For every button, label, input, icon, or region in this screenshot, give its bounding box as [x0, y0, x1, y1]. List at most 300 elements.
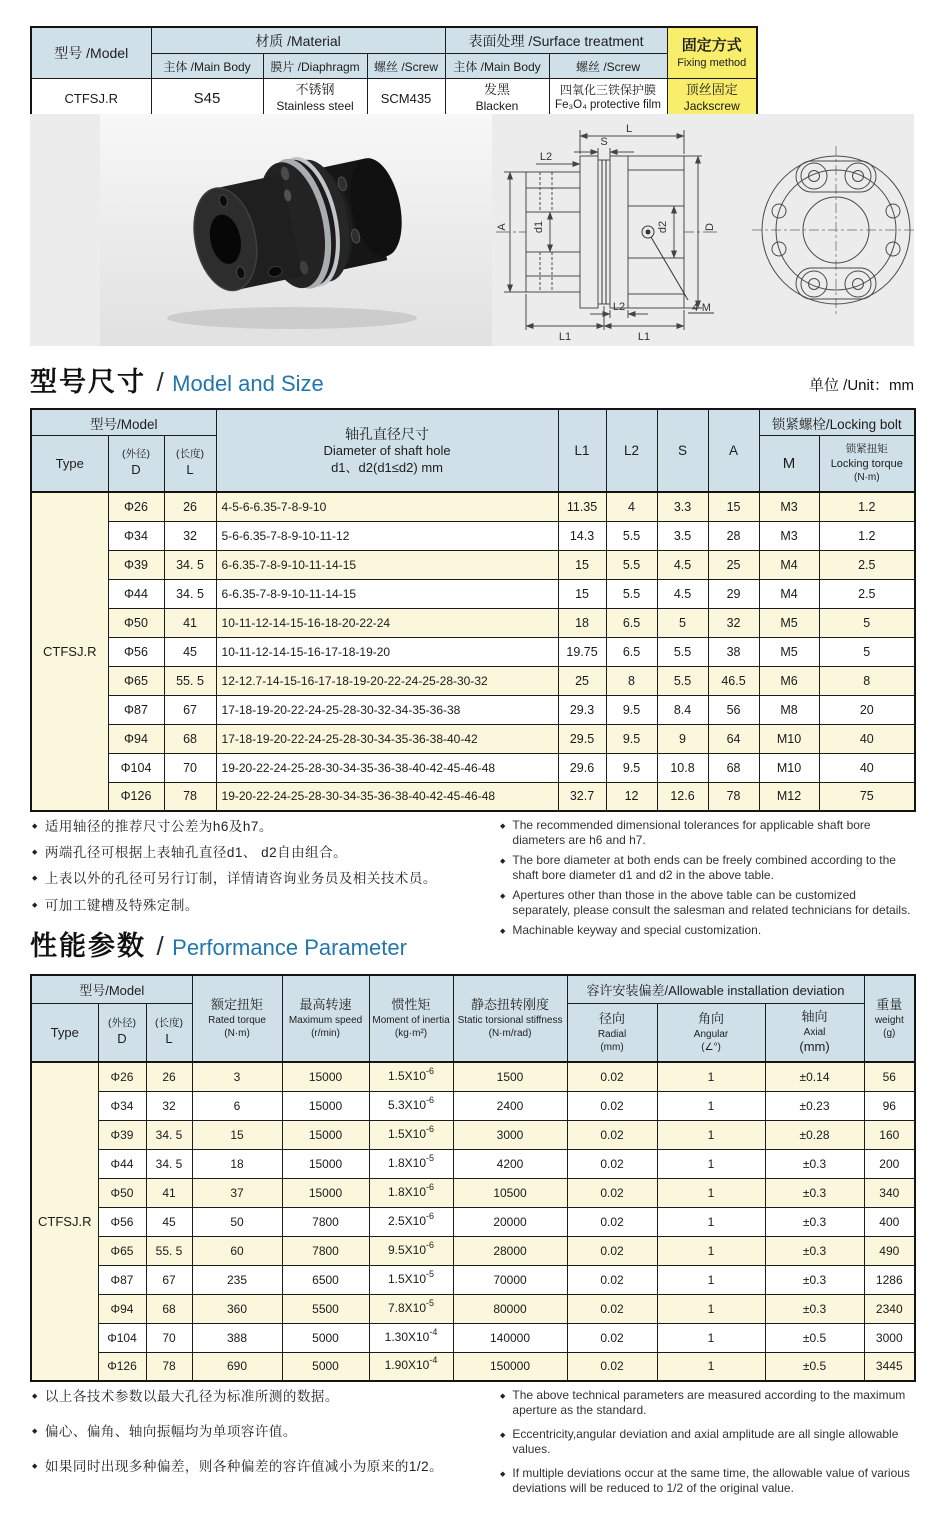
cell-stiffness: 20000 — [453, 1207, 567, 1236]
dim-label-L2-top: L2 — [539, 151, 553, 163]
cell-length: 55. 5 — [164, 666, 216, 695]
cell-rated-torque: 3 — [192, 1062, 282, 1091]
cell-inertia: $5.3X10^{-6}$ — [369, 1091, 453, 1120]
cell-axial-deviation: ±0.23 — [765, 1091, 864, 1120]
cell-l1: 29.6 — [558, 753, 606, 782]
note-item: ◆ 可加工键槽及特殊定制。 — [32, 897, 199, 913]
cell-weight: 3445 — [864, 1352, 915, 1381]
cell-length: 41 — [164, 608, 216, 637]
note-item: ◆ 如果同时出现多种偏差，则各种偏差的容许值减小为原来的1/2。 — [32, 1459, 444, 1475]
cell-length: 32 — [146, 1091, 192, 1120]
dim-label-L1-left: L1 — [558, 331, 572, 343]
cell-stiffness: 140000 — [453, 1323, 567, 1352]
cell-s: 8.4 — [657, 695, 708, 724]
cell-s: 4.5 — [657, 579, 708, 608]
cell-outer-diameter: Φ65 — [108, 666, 164, 695]
cell-length: 41 — [146, 1178, 192, 1207]
cell-radial-deviation: 0.02 — [567, 1352, 657, 1381]
cell-max-speed: 7800 — [282, 1207, 369, 1236]
bullet-icon: ◆ — [500, 1471, 506, 1478]
cell-a: 78 — [708, 782, 759, 811]
cell-angular-deviation: 1 — [657, 1207, 765, 1236]
performance-table-row — [31, 1352, 915, 1381]
cell-outer-diameter: Φ65 — [98, 1236, 146, 1265]
note-item: ◆ 偏心、偏角、轴向振幅均为单项容许值。 — [32, 1424, 297, 1440]
performance-section-title — [30, 924, 914, 963]
cell-length: 70 — [146, 1323, 192, 1352]
cell-max-speed: 5000 — [282, 1323, 369, 1352]
cell-l2: 4 — [606, 492, 657, 521]
cell-axial-deviation: ±0.3 — [765, 1207, 864, 1236]
cell-angular-deviation: 1 — [657, 1352, 765, 1381]
cell-m: M8 — [759, 695, 819, 724]
size-table-row — [31, 637, 915, 666]
note-item: ◆ The bore diameter at both ends can be freely combined according to the shaft bore diameter d1 and d2 in the above table. — [500, 853, 896, 882]
note-item: ◆ The recommended dimensional tolerances for applicable shaft bore diameters are h6 and h7. — [500, 818, 871, 847]
cell-stiffness: 1500 — [453, 1062, 567, 1091]
spec-subheader-main-body: 主体 /Main Body — [151, 54, 263, 79]
cell-axial-deviation: ±0.3 — [765, 1265, 864, 1294]
cell-shaft-holes: 17-18-19-20-22-24-25-28-30-32-34-35-36-38 — [216, 695, 558, 724]
cell-l2: 9.5 — [606, 724, 657, 753]
cell-outer-diameter: Φ39 — [98, 1120, 146, 1149]
cell-shaft-holes: 17-18-19-20-22-24-25-28-30-34-35-36-38-40-42 — [216, 724, 558, 753]
cell-stiffness: 28000 — [453, 1236, 567, 1265]
size-table-row — [31, 782, 915, 811]
cell-inertia: $1.5X10^{-6}$ — [369, 1120, 453, 1149]
cell-angular-deviation: 1 — [657, 1294, 765, 1323]
cell-l1: 19.75 — [558, 637, 606, 666]
cell-m: M3 — [759, 492, 819, 521]
bullet-icon: ◆ — [32, 1463, 38, 1471]
cell-angular-deviation: 1 — [657, 1091, 765, 1120]
bullet-icon: ◆ — [32, 901, 38, 909]
cell-l1: 29.3 — [558, 695, 606, 724]
spec-fixing-value: 顶丝固定 Jackscrew — [667, 79, 757, 119]
cell-l2: 5.5 — [606, 521, 657, 550]
cell-radial-deviation: 0.02 — [567, 1091, 657, 1120]
bullet-icon: ◆ — [500, 928, 506, 935]
size-header-m: M — [759, 436, 819, 493]
cell-weight: 3000 — [864, 1323, 915, 1352]
cell-axial-deviation: ±0.3 — [765, 1149, 864, 1178]
spec-screw-value: SCM435 — [367, 79, 445, 119]
cell-inertia: $1.5X10^{-6}$ — [369, 1062, 453, 1091]
cell-s: 5 — [657, 608, 708, 637]
cell-radial-deviation: 0.02 — [567, 1062, 657, 1091]
cell-a: 28 — [708, 521, 759, 550]
spec-surface-screw-value: 四氧化三铁保护膜 Fe₃O₄ protective film — [549, 79, 667, 119]
cell-outer-diameter: Φ39 — [108, 550, 164, 579]
bullet-icon: ◆ — [500, 858, 506, 865]
dim-label-d2: d2 — [657, 220, 669, 234]
note-item: ◆ 两端孔径可根据上表轴孔直径d1、 d2自由组合。 — [32, 845, 348, 861]
product-images-band — [30, 114, 914, 346]
perf-notes-zh — [30, 1388, 498, 1505]
size-table-row — [31, 550, 915, 579]
cell-a: 25 — [708, 550, 759, 579]
cell-outer-diameter: Φ44 — [98, 1149, 146, 1178]
cell-outer-diameter: Φ26 — [108, 492, 164, 521]
cell-locking-torque: 1.2 — [819, 492, 915, 521]
cell-outer-diameter: Φ44 — [108, 579, 164, 608]
perf-header-weight: 重量 weight (g) — [864, 975, 915, 1062]
cell-length: 34. 5 — [164, 579, 216, 608]
cell-l2: 5.5 — [606, 550, 657, 579]
perf-header-length: (长度) L — [146, 1004, 192, 1063]
performance-table-row — [31, 1265, 915, 1294]
performance-table-row — [31, 1178, 915, 1207]
cell-outer-diameter: Φ56 — [108, 637, 164, 666]
cell-outer-diameter: Φ126 — [108, 782, 164, 811]
cell-outer-diameter: Φ104 — [98, 1323, 146, 1352]
size-table-row — [31, 724, 915, 753]
size-section-title — [30, 360, 914, 399]
cell-length: 68 — [164, 724, 216, 753]
cell-length: 34. 5 — [146, 1149, 192, 1178]
cell-shaft-holes: 10-11-12-14-15-16-17-18-19-20 — [216, 637, 558, 666]
perf-header-max-speed: 最高转速 Maximum speed (r/min) — [282, 975, 369, 1062]
cell-length: 26 — [164, 492, 216, 521]
cell-s: 5.5 — [657, 637, 708, 666]
cell-shaft-holes: 19-20-22-24-25-28-30-34-35-36-38-40-42-45-46-48 — [216, 753, 558, 782]
size-table-row — [31, 753, 915, 782]
spec-header-fixing: 固定方式 Fixing method — [667, 27, 757, 79]
cell-weight: 200 — [864, 1149, 915, 1178]
size-title-divider: / — [156, 367, 164, 397]
cell-l1: 14.3 — [558, 521, 606, 550]
cell-shaft-holes: 6-6.35-7-8-9-10-11-14-15 — [216, 550, 558, 579]
product-photo — [100, 114, 492, 346]
cell-inertia: $1.5X10^{-5}$ — [369, 1265, 453, 1294]
cell-a: 15 — [708, 492, 759, 521]
cell-l1: 32.7 — [558, 782, 606, 811]
cell-s: 12.6 — [657, 782, 708, 811]
cell-max-speed: 7800 — [282, 1236, 369, 1265]
cell-inertia: $1.30X10^{-4}$ — [369, 1323, 453, 1352]
cell-m: M6 — [759, 666, 819, 695]
cell-angular-deviation: 1 — [657, 1149, 765, 1178]
performance-table-row — [31, 1149, 915, 1178]
perf-header-outer-diameter: (外径) D — [98, 1004, 146, 1063]
bullet-icon: ◆ — [500, 823, 506, 830]
cell-locking-torque: 8 — [819, 666, 915, 695]
cell-angular-deviation: 1 — [657, 1265, 765, 1294]
dim-label-L: L — [625, 123, 633, 135]
dim-label-d1: d1 — [533, 220, 545, 234]
size-header-type: Type — [31, 436, 108, 493]
cell-locking-torque: 20 — [819, 695, 915, 724]
perf-model-type-cell: CTFSJ.R — [31, 1062, 98, 1381]
cell-outer-diameter: Φ34 — [98, 1091, 146, 1120]
note-item: ◆ 适用轴径的推荐尺寸公差为h6及h7。 — [32, 819, 273, 834]
cell-outer-diameter: Φ34 — [108, 521, 164, 550]
cell-radial-deviation: 0.02 — [567, 1207, 657, 1236]
cell-angular-deviation: 1 — [657, 1236, 765, 1265]
size-header-outer-diameter: (外径) D — [108, 436, 164, 493]
cell-l2: 9.5 — [606, 753, 657, 782]
cell-inertia: $1.90X10^{-4}$ — [369, 1352, 453, 1381]
cell-rated-torque: 50 — [192, 1207, 282, 1236]
bullet-icon: ◆ — [32, 849, 38, 857]
cell-shaft-holes: 12-12.7-14-15-16-17-18-19-20-22-24-25-28-30-32 — [216, 666, 558, 695]
cell-weight: 96 — [864, 1091, 915, 1120]
cell-s: 3.3 — [657, 492, 708, 521]
cell-a: 68 — [708, 753, 759, 782]
dim-label-L2-bottom: L2 — [612, 301, 626, 313]
size-title-zh: 型号尺寸 — [30, 367, 146, 397]
cell-outer-diameter: Φ94 — [98, 1294, 146, 1323]
performance-notes — [30, 1388, 914, 1505]
cell-rated-torque: 60 — [192, 1236, 282, 1265]
bullet-icon: ◆ — [500, 1432, 506, 1439]
cell-weight: 340 — [864, 1178, 915, 1207]
cell-length: 45 — [164, 637, 216, 666]
note-item: ◆ If multiple deviations occur at the same time, the allowable value of various deviations will be reduced to 1/2 of the original value. — [500, 1466, 910, 1495]
cell-stiffness: 80000 — [453, 1294, 567, 1323]
perf-header-rated-torque: 额定扭矩 Rated torque (N·m) — [192, 975, 282, 1062]
size-model-type-cell: CTFSJ.R — [31, 492, 108, 811]
cell-max-speed: 5500 — [282, 1294, 369, 1323]
dim-label-S: S — [600, 136, 608, 148]
cell-l1: 18 — [558, 608, 606, 637]
size-header-model-group: 型号/Model — [31, 409, 216, 436]
cell-m: M12 — [759, 782, 819, 811]
cell-l1: 25 — [558, 666, 606, 695]
cell-weight: 400 — [864, 1207, 915, 1236]
cell-max-speed: 15000 — [282, 1149, 369, 1178]
cell-radial-deviation: 0.02 — [567, 1149, 657, 1178]
cell-max-speed: 15000 — [282, 1062, 369, 1091]
cell-l2: 8 — [606, 666, 657, 695]
cell-axial-deviation: ±0.3 — [765, 1178, 864, 1207]
cell-outer-diameter: Φ104 — [108, 753, 164, 782]
cell-outer-diameter: Φ50 — [108, 608, 164, 637]
performance-table-row — [31, 1120, 915, 1149]
performance-table-row — [31, 1207, 915, 1236]
dim-label-L1-right: L1 — [637, 331, 651, 343]
cell-outer-diameter: Φ87 — [108, 695, 164, 724]
cell-stiffness: 2400 — [453, 1091, 567, 1120]
cell-locking-torque: 2.5 — [819, 550, 915, 579]
cell-inertia: $7.8X10^{-5}$ — [369, 1294, 453, 1323]
model-size-table — [30, 408, 916, 812]
cell-axial-deviation: ±0.5 — [765, 1323, 864, 1352]
cell-m: M4 — [759, 579, 819, 608]
size-table-row — [31, 492, 915, 521]
size-header-locking-torque: 锁紧扭矩 Locking torque (N·m) — [819, 436, 915, 493]
cell-outer-diameter: Φ56 — [98, 1207, 146, 1236]
spec-diaphragm-value: 不锈钢 Stainless steel — [263, 79, 367, 119]
cell-angular-deviation: 1 — [657, 1062, 765, 1091]
cell-s: 10.8 — [657, 753, 708, 782]
cell-m: M5 — [759, 608, 819, 637]
cell-inertia: $1.8X10^{-6}$ — [369, 1178, 453, 1207]
cell-stiffness: 70000 — [453, 1265, 567, 1294]
unit-label: 单位 /Unit：mm — [808, 377, 914, 394]
size-table-row — [31, 666, 915, 695]
cell-length: 70 — [164, 753, 216, 782]
cell-locking-torque: 5 — [819, 637, 915, 666]
cell-length: 34. 5 — [146, 1120, 192, 1149]
cell-rated-torque: 388 — [192, 1323, 282, 1352]
spec-header-surface: 表面处理 /Surface treatment — [445, 27, 667, 54]
performance-table-row — [31, 1062, 915, 1091]
cell-rated-torque: 18 — [192, 1149, 282, 1178]
cell-a: 46.5 — [708, 666, 759, 695]
cell-length: 78 — [164, 782, 216, 811]
perf-header-stiffness: 静态扭转刚度 Static torsional stiffness (N·m/rad) — [453, 975, 567, 1062]
cell-rated-torque: 235 — [192, 1265, 282, 1294]
note-item: ◆ Apertures other than those in the above table can be customized separately, please consult the salesman and related technicians for details. — [500, 888, 911, 917]
cell-length: 32 — [164, 521, 216, 550]
bullet-icon: ◆ — [32, 1428, 38, 1436]
size-header-l1: L1 — [558, 409, 606, 492]
cell-shaft-holes: 6-6.35-7-8-9-10-11-14-15 — [216, 579, 558, 608]
cell-angular-deviation: 1 — [657, 1120, 765, 1149]
spec-header-model: 型号 /Model — [31, 27, 151, 79]
bullet-icon: ◆ — [32, 875, 38, 883]
size-table-row — [31, 579, 915, 608]
spec-model-value: CTFSJ.R — [31, 79, 151, 119]
perf-header-model-group: 型号/Model — [31, 975, 192, 1004]
perf-header-deviation-group: 容许安装偏差/Allowable installation deviation — [567, 975, 864, 1004]
cell-locking-torque: 5 — [819, 608, 915, 637]
cell-s: 4.5 — [657, 550, 708, 579]
cell-weight: 490 — [864, 1236, 915, 1265]
size-header-s: S — [657, 409, 708, 492]
cell-stiffness: 4200 — [453, 1149, 567, 1178]
spec-header-material: 材质 /Material — [151, 27, 445, 54]
note-item: ◆ The above technical parameters are measured according to the maximum aperture as the standard. — [500, 1388, 906, 1417]
cell-max-speed: 6500 — [282, 1265, 369, 1294]
cell-inertia: $1.8X10^{-5}$ — [369, 1149, 453, 1178]
cell-radial-deviation: 0.02 — [567, 1323, 657, 1352]
cell-outer-diameter: Φ50 — [98, 1178, 146, 1207]
cell-shaft-holes: 5-6-6.35-7-8-9-10-11-12 — [216, 521, 558, 550]
cell-angular-deviation: 1 — [657, 1178, 765, 1207]
cell-rated-torque: 6 — [192, 1091, 282, 1120]
cell-max-speed: 5000 — [282, 1352, 369, 1381]
material-spec-table — [30, 26, 758, 119]
cell-shaft-holes: 19-20-22-24-25-28-30-34-35-36-38-40-42-45-46-48 — [216, 782, 558, 811]
cell-locking-torque: 40 — [819, 724, 915, 753]
spec-main-body-value: S45 — [151, 79, 263, 119]
cell-axial-deviation: ±0.5 — [765, 1352, 864, 1381]
bullet-icon: ◆ — [500, 893, 506, 900]
perf-header-inertia: 惯性矩 Moment of inertia (kg·m²) — [369, 975, 453, 1062]
band-graphics — [30, 114, 914, 346]
cell-l1: 11.35 — [558, 492, 606, 521]
cell-length: 26 — [146, 1062, 192, 1091]
cell-shaft-holes: 4-5-6-6.35-7-8-9-10 — [216, 492, 558, 521]
cell-axial-deviation: ±0.3 — [765, 1236, 864, 1265]
cell-rated-torque: 690 — [192, 1352, 282, 1381]
cell-a: 32 — [708, 608, 759, 637]
note-item: ◆ 以上各技术参数以最大孔径为标准所测的数据。 — [32, 1389, 339, 1404]
cell-rated-torque: 15 — [192, 1120, 282, 1149]
performance-table-row — [31, 1091, 915, 1120]
cell-locking-torque: 2.5 — [819, 579, 915, 608]
cell-max-speed: 15000 — [282, 1091, 369, 1120]
bullet-icon: ◆ — [32, 1393, 38, 1400]
cell-locking-torque: 40 — [819, 753, 915, 782]
size-header-l2: L2 — [606, 409, 657, 492]
cell-stiffness: 10500 — [453, 1178, 567, 1207]
cell-m: M10 — [759, 724, 819, 753]
cell-m: M4 — [759, 550, 819, 579]
cell-length: 67 — [164, 695, 216, 724]
cell-angular-deviation: 1 — [657, 1323, 765, 1352]
cell-radial-deviation: 0.02 — [567, 1294, 657, 1323]
dim-label-D: D — [704, 223, 716, 231]
cell-axial-deviation: ±0.14 — [765, 1062, 864, 1091]
cell-radial-deviation: 0.02 — [567, 1236, 657, 1265]
cell-locking-torque: 1.2 — [819, 521, 915, 550]
performance-table-row — [31, 1236, 915, 1265]
cell-stiffness: 3000 — [453, 1120, 567, 1149]
spec-subheader-diaphragm: 膜片 /Diaphragm — [263, 54, 367, 79]
performance-table-row — [31, 1294, 915, 1323]
cell-radial-deviation: 0.02 — [567, 1265, 657, 1294]
cell-length: 68 — [146, 1294, 192, 1323]
size-table-row — [31, 695, 915, 724]
cell-rated-torque: 360 — [192, 1294, 282, 1323]
cell-m: M10 — [759, 753, 819, 782]
cell-outer-diameter: Φ94 — [108, 724, 164, 753]
cell-length: 45 — [146, 1207, 192, 1236]
cell-m: M3 — [759, 521, 819, 550]
cell-rated-torque: 37 — [192, 1178, 282, 1207]
spec-subheader-screw: 螺丝 /Screw — [367, 54, 445, 79]
cell-locking-torque: 75 — [819, 782, 915, 811]
perf-header-axial: 轴向 Axial (mm) — [765, 1004, 864, 1063]
note-item: ◆ Machinable keyway and special customization. — [500, 923, 762, 937]
cell-s: 3.5 — [657, 521, 708, 550]
cell-axial-deviation: ±0.28 — [765, 1120, 864, 1149]
spec-subheader-surface-screw: 螺丝 /Screw — [549, 54, 667, 79]
drawing-side-view — [496, 123, 718, 343]
size-table-row — [31, 608, 915, 637]
cell-l2: 6.5 — [606, 637, 657, 666]
spec-surface-main-value: 发黑 Blacken — [445, 79, 549, 119]
cell-l2: 5.5 — [606, 579, 657, 608]
bullet-icon: ◆ — [32, 823, 38, 830]
cell-radial-deviation: 0.02 — [567, 1178, 657, 1207]
cell-l1: 15 — [558, 579, 606, 608]
spec-subheader-surface-main-body: 主体 /Main Body — [445, 54, 549, 79]
cell-radial-deviation: 0.02 — [567, 1120, 657, 1149]
size-header-a: A — [708, 409, 759, 492]
cell-s: 9 — [657, 724, 708, 753]
cell-weight: 1286 — [864, 1265, 915, 1294]
perf-title-zh: 性能参数 — [30, 931, 146, 961]
cell-inertia: $9.5X10^{-6}$ — [369, 1236, 453, 1265]
note-item: ◆ 上表以外的孔径可另行订制，详情请咨询业务员及相关技术员。 — [32, 871, 437, 887]
dim-label-A: A — [496, 223, 508, 231]
cell-max-speed: 15000 — [282, 1178, 369, 1207]
size-header-length: (长度) L — [164, 436, 216, 493]
cell-l2: 9.5 — [606, 695, 657, 724]
perf-notes-en — [498, 1388, 914, 1505]
performance-table-row — [31, 1323, 915, 1352]
perf-title-en: Performance Parameter — [172, 935, 407, 960]
cell-length: 78 — [146, 1352, 192, 1381]
cell-l1: 15 — [558, 550, 606, 579]
perf-title-divider: / — [156, 931, 164, 961]
cell-max-speed: 15000 — [282, 1120, 369, 1149]
cell-m: M5 — [759, 637, 819, 666]
